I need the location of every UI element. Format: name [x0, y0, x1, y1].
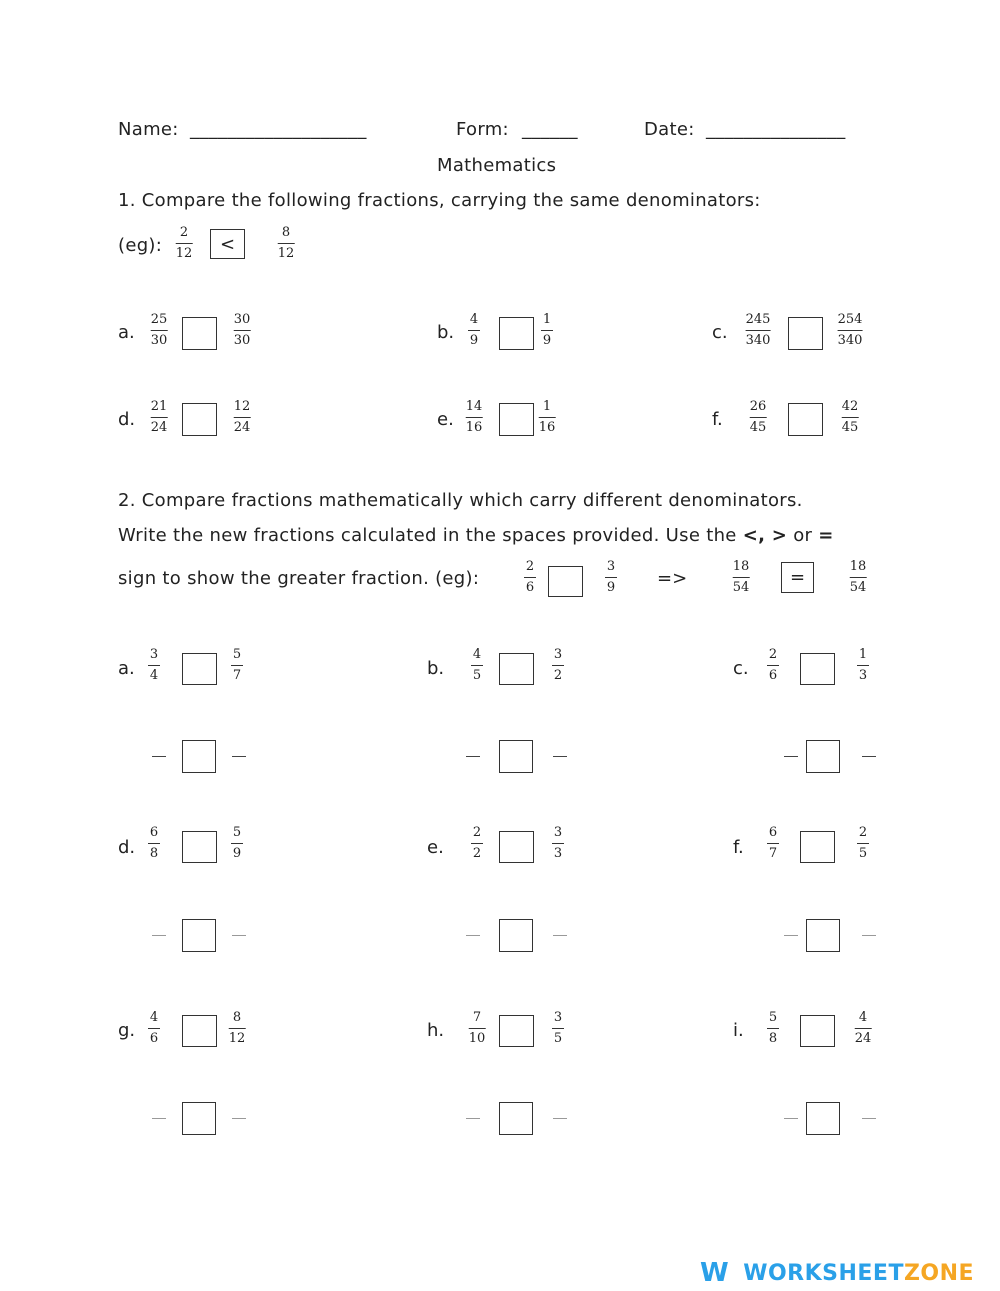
working-box[interactable]: [182, 740, 216, 773]
denominator: 12: [277, 246, 295, 261]
fraction-a: [148, 648, 160, 683]
fraction-b: [231, 648, 243, 683]
answer-dash[interactable]: [152, 935, 166, 936]
working-box[interactable]: [806, 1102, 840, 1135]
answer-dash[interactable]: [232, 756, 246, 757]
denominator: 16: [538, 420, 556, 435]
working-box[interactable]: [499, 740, 533, 773]
answer-box[interactable]: [182, 653, 217, 685]
numerator: 1: [542, 399, 552, 414]
problem-label: d.: [118, 409, 136, 430]
fraction-a: [466, 400, 483, 435]
answer-box[interactable]: [499, 403, 534, 436]
name-field[interactable]: ___________________: [190, 119, 367, 140]
numerator: 6: [149, 825, 159, 840]
answer-dash[interactable]: [553, 1118, 567, 1119]
denominator: 30: [233, 333, 251, 348]
problem-label: a.: [118, 322, 135, 343]
problem-label: c.: [712, 322, 728, 343]
denominator: 9: [232, 846, 242, 861]
section2-instruction-line2: [118, 525, 834, 546]
denominator: 2: [553, 668, 563, 683]
working-box[interactable]: [499, 1102, 533, 1135]
numerator: 2: [525, 559, 535, 574]
denominator: 5: [858, 846, 868, 861]
problem-label: a.: [118, 658, 135, 679]
or-text: or: [787, 525, 819, 546]
section1-instruction: 1. Compare the following fractions, carrying the same denominators:: [118, 190, 761, 211]
problem-label: c.: [733, 658, 749, 679]
answer-box[interactable]: [800, 831, 835, 863]
answer-dash[interactable]: [784, 756, 798, 757]
denominator: 54: [732, 580, 750, 595]
problem-label: f.: [712, 409, 723, 430]
example-sign-box: <: [210, 229, 245, 259]
denominator: 2: [472, 846, 482, 861]
instruction-text: Write the new fractions calculated in the spaces provided. Use the: [118, 525, 743, 546]
denominator: 45: [749, 420, 767, 435]
denominator: 10: [468, 1031, 486, 1046]
numerator: 245: [745, 312, 771, 327]
fraction-b: [857, 648, 869, 683]
form-label: Form:: [456, 119, 509, 140]
denominator: 30: [150, 333, 168, 348]
numerator: 1: [858, 647, 868, 662]
fraction-a: [746, 313, 771, 348]
numerator: 30: [233, 312, 251, 327]
fraction-b: [231, 826, 243, 861]
denominator: 7: [768, 846, 778, 861]
fraction-b: [539, 400, 556, 435]
fraction-a: [468, 313, 480, 348]
numerator: 3: [149, 647, 159, 662]
example-label: (eg):: [118, 235, 163, 256]
example-sign-box: =: [781, 562, 814, 593]
brand-name-b: ZONE: [903, 1260, 975, 1286]
example-blank-box: [548, 566, 583, 597]
fraction-a: [767, 826, 779, 861]
numerator: 18: [732, 559, 750, 574]
example-fraction-b: [605, 560, 617, 595]
form-field[interactable]: ______: [522, 119, 578, 140]
answer-dash[interactable]: [232, 1118, 246, 1119]
name-label: Name:: [118, 119, 179, 140]
working-box[interactable]: [182, 919, 216, 952]
answer-box[interactable]: [800, 653, 835, 685]
denominator: 7: [232, 668, 242, 683]
problem-label: e.: [437, 409, 454, 430]
numerator: 3: [553, 825, 563, 840]
fraction-b: [234, 400, 251, 435]
date-label: Date:: [644, 119, 695, 140]
working-box[interactable]: [499, 919, 533, 952]
answer-dash[interactable]: [862, 935, 876, 936]
example-fraction-c: [733, 560, 750, 595]
problem-label: f.: [733, 837, 744, 858]
denominator: 45: [841, 420, 859, 435]
denominator: 6: [149, 1031, 159, 1046]
fraction-b: [842, 400, 859, 435]
working-box[interactable]: [806, 919, 840, 952]
numerator: 8: [281, 225, 291, 240]
answer-dash[interactable]: [232, 935, 246, 936]
denominator: 6: [525, 580, 535, 595]
answer-dash[interactable]: [466, 1118, 480, 1119]
problem-label: d.: [118, 837, 136, 858]
numerator: 14: [465, 399, 483, 414]
numerator: 2: [472, 825, 482, 840]
equals-symbol: =: [818, 525, 834, 546]
fraction-a: [471, 826, 483, 861]
denominator: 54: [849, 580, 867, 595]
fraction-b: [552, 1011, 564, 1046]
numerator: 2: [858, 825, 868, 840]
answer-box[interactable]: [788, 403, 823, 436]
numerator: 8: [232, 1010, 242, 1025]
denominator: 9: [606, 580, 616, 595]
answer-dash[interactable]: [553, 756, 567, 757]
fraction-a: [767, 648, 779, 683]
problem-label: b.: [427, 658, 445, 679]
example-fraction-a: [524, 560, 536, 595]
problem-label: g.: [118, 1020, 136, 1041]
denominator: 3: [858, 668, 868, 683]
answer-dash[interactable]: [466, 756, 480, 757]
numerator: 7: [472, 1010, 482, 1025]
brand-name-a: WORKSHEET: [743, 1260, 904, 1286]
denominator: 24: [233, 420, 251, 435]
fraction-b: [857, 826, 869, 861]
w-logo-icon: W: [700, 1258, 730, 1288]
answer-dash[interactable]: [784, 1118, 798, 1119]
section2-instruction-line3: sign to show the greater fraction. (eg):: [118, 568, 480, 589]
fraction-b: [552, 826, 564, 861]
answer-box[interactable]: [800, 1015, 835, 1047]
fraction-b: [838, 313, 863, 348]
numerator: 6: [768, 825, 778, 840]
denominator: 5: [553, 1031, 563, 1046]
denominator: 9: [469, 333, 479, 348]
denominator: 340: [837, 333, 863, 348]
example-fraction-b: [278, 226, 295, 261]
example-fraction-a: [176, 226, 193, 261]
numerator: 5: [232, 647, 242, 662]
numerator: 1: [542, 312, 552, 327]
numerator: 4: [469, 312, 479, 327]
denominator: 5: [472, 668, 482, 683]
answer-dash[interactable]: [784, 935, 798, 936]
subject-title: Mathematics: [437, 155, 557, 176]
fraction-a: [148, 826, 160, 861]
fraction-a: [469, 1011, 486, 1046]
answer-dash[interactable]: [466, 935, 480, 936]
problem-label: e.: [427, 837, 444, 858]
answer-box[interactable]: [182, 317, 217, 350]
section2-instruction-line1: 2. Compare fractions mathematically which carry different denominators.: [118, 490, 803, 511]
fraction-b: [229, 1011, 246, 1046]
fraction-a: [148, 1011, 160, 1046]
numerator: 12: [233, 399, 251, 414]
numerator: 3: [553, 647, 563, 662]
denominator: 16: [465, 420, 483, 435]
answer-dash[interactable]: [152, 1118, 166, 1119]
fraction-b: [234, 313, 251, 348]
example-arrow: =>: [657, 568, 688, 589]
example-fraction-d: [850, 560, 867, 595]
numerator: 4: [472, 647, 482, 662]
working-box[interactable]: [182, 1102, 216, 1135]
denominator: 8: [149, 846, 159, 861]
answer-box[interactable]: [182, 1015, 217, 1047]
denominator: 12: [175, 246, 193, 261]
answer-box[interactable]: [499, 1015, 534, 1047]
numerator: 18: [849, 559, 867, 574]
numerator: 2: [768, 647, 778, 662]
answer-dash[interactable]: [862, 1118, 876, 1119]
answer-box[interactable]: [788, 317, 823, 350]
problem-label: i.: [733, 1020, 744, 1041]
numerator: 254: [837, 312, 863, 327]
fraction-b: [541, 313, 553, 348]
answer-dash[interactable]: [862, 756, 876, 757]
answer-box[interactable]: [499, 653, 534, 685]
numerator: 4: [149, 1010, 159, 1025]
numerator: 5: [232, 825, 242, 840]
working-box[interactable]: [806, 740, 840, 773]
answer-box[interactable]: [499, 317, 534, 350]
denominator: 12: [228, 1031, 246, 1046]
fraction-b: [855, 1011, 872, 1046]
denominator: 8: [768, 1031, 778, 1046]
denominator: 24: [854, 1031, 872, 1046]
numerator: 3: [553, 1010, 563, 1025]
answer-dash[interactable]: [152, 756, 166, 757]
fraction-a: [767, 1011, 779, 1046]
numerator: 4: [858, 1010, 868, 1025]
denominator: 9: [542, 333, 552, 348]
denominator: 4: [149, 668, 159, 683]
numerator: 42: [841, 399, 859, 414]
answer-box[interactable]: [182, 403, 217, 436]
sign-symbols: <, >: [742, 525, 788, 546]
fraction-a: [151, 313, 168, 348]
answer-box[interactable]: [182, 831, 217, 863]
problem-label: h.: [427, 1020, 445, 1041]
numerator: 25: [150, 312, 168, 327]
denominator: 24: [150, 420, 168, 435]
denominator: 6: [768, 668, 778, 683]
answer-dash[interactable]: [553, 935, 567, 936]
fraction-b: [552, 648, 564, 683]
numerator: 3: [606, 559, 616, 574]
problem-label: b.: [437, 322, 455, 343]
fraction-a: [151, 400, 168, 435]
numerator: 26: [749, 399, 767, 414]
denominator: 3: [553, 846, 563, 861]
brand-logo: [700, 1258, 974, 1288]
date-field[interactable]: _______________: [706, 119, 846, 140]
numerator: 5: [768, 1010, 778, 1025]
numerator: 2: [179, 225, 189, 240]
numerator: 21: [150, 399, 168, 414]
fraction-a: [750, 400, 767, 435]
denominator: 340: [745, 333, 771, 348]
answer-box[interactable]: [499, 831, 534, 863]
fraction-a: [471, 648, 483, 683]
